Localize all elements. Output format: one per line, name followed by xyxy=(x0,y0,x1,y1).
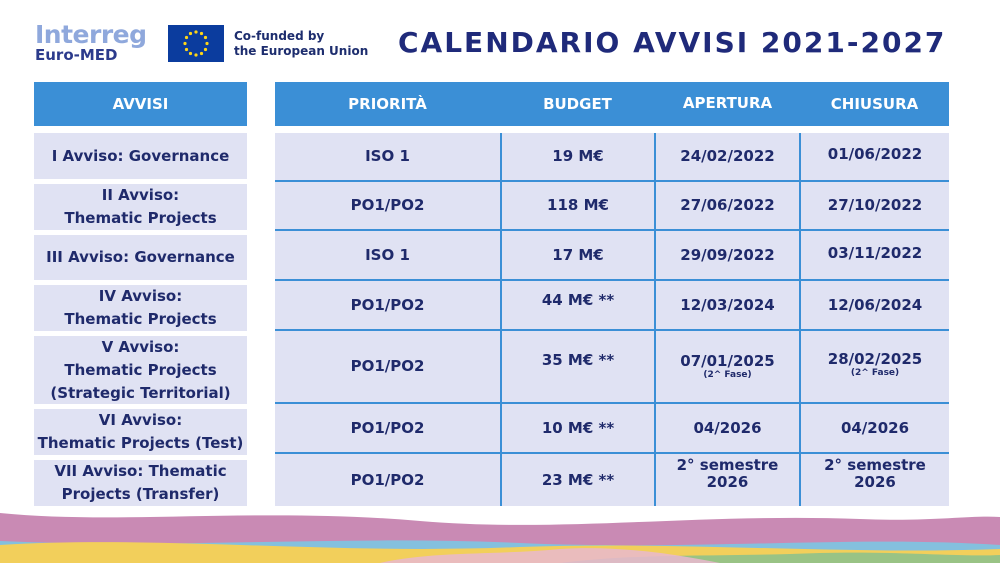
header-priorita: PRIORITÀ xyxy=(348,95,427,113)
table-header xyxy=(275,82,949,126)
header-budget: BUDGET xyxy=(543,95,612,113)
cell-priorita: ISO 1 xyxy=(365,147,410,165)
avviso-4 xyxy=(34,285,247,331)
avviso-line: Thematic Projects xyxy=(64,310,217,328)
cell-chiusura: 01/06/2022 xyxy=(827,145,923,163)
cell-priorita: PO1/PO2 xyxy=(350,470,425,489)
cell-apertura: 04/2026 xyxy=(693,418,762,437)
avviso-3 xyxy=(34,235,247,280)
avviso-line: I Avviso: Governance xyxy=(51,146,230,165)
avviso-1 xyxy=(34,133,247,179)
cell-chiusura: 03/11/2022 xyxy=(827,243,923,262)
avviso-2 xyxy=(34,184,247,230)
avviso-line: (Strategic Territorial) xyxy=(50,383,231,402)
cell-apertura: 12/03/2024 xyxy=(680,295,775,314)
cell-budget: 10 M€ ** xyxy=(541,418,615,437)
cell-budget: 118 M€ xyxy=(547,196,609,214)
chiusura-date: 28/02/2025 xyxy=(827,350,923,368)
chiusura-line: 2026 xyxy=(854,473,896,491)
logo-word: Interreg xyxy=(35,20,147,49)
calendar-table xyxy=(275,133,949,506)
wave-pink xyxy=(0,513,1000,545)
avviso-line: V Avviso: xyxy=(101,337,180,356)
cell-apertura: 24/02/2022 xyxy=(680,147,775,165)
apertura-line: 2026 xyxy=(706,473,749,491)
cell-budget: 44 M€ ** xyxy=(541,290,615,309)
cell-chiusura xyxy=(801,454,949,506)
cell-priorita: PO1/PO2 xyxy=(350,295,425,314)
avvisi-header: AVVISI xyxy=(34,82,247,126)
chiusura-line: 2° semestre xyxy=(824,456,926,474)
cell-priorita: PO1/PO2 xyxy=(350,418,425,437)
apertura-note: (2^ Fase) xyxy=(703,370,752,380)
avviso-line: IV Avviso: xyxy=(98,287,183,305)
decorative-waves xyxy=(0,505,1000,563)
eu-line-2: the European Union xyxy=(234,44,369,58)
eu-line-1: Co-funded by xyxy=(234,29,325,43)
cell-apertura: 27/06/2022 xyxy=(680,196,775,214)
apertura-date: 07/01/2025 xyxy=(680,352,775,370)
eu-flag-icon xyxy=(168,25,224,62)
avviso-6 xyxy=(34,409,247,455)
cell-chiusura: 27/10/2022 xyxy=(827,196,923,214)
avviso-line: Thematic Projects (Test) xyxy=(37,434,244,452)
cell-apertura xyxy=(656,454,799,506)
logo-sub: Euro-MED xyxy=(35,46,118,64)
cell-priorita: PO1/PO2 xyxy=(350,357,425,375)
avviso-line: III Avviso: Governance xyxy=(46,248,235,266)
avviso-line: Projects (Transfer) xyxy=(61,485,220,503)
chiusura-note: (2^ Fase) xyxy=(850,368,900,378)
avviso-line: Thematic Projects xyxy=(64,209,217,227)
avviso-line: Thematic Projects xyxy=(64,360,217,379)
header-apertura: APERTURA xyxy=(682,94,773,112)
eu-cofunded-text xyxy=(234,29,368,59)
cell-budget: 17 M€ xyxy=(552,245,604,264)
avviso-line: VI Avviso: xyxy=(98,411,183,429)
cell-apertura: 29/09/2022 xyxy=(680,245,775,264)
cell-chiusura: 12/06/2024 xyxy=(827,295,923,314)
header-chiusura: CHIUSURA xyxy=(830,95,919,113)
cell-chiusura: 04/2026 xyxy=(840,418,910,437)
cell-priorita: ISO 1 xyxy=(365,245,410,264)
avviso-5 xyxy=(34,336,247,404)
cell-budget: 19 M€ xyxy=(552,147,604,165)
page-title: CALENDARIO AVVISI 2021-2027 xyxy=(398,26,947,59)
cell-priorita: PO1/PO2 xyxy=(350,196,425,214)
avviso-line: II Avviso: xyxy=(101,186,180,204)
cell-chiusura xyxy=(801,331,949,402)
cell-budget: 23 M€ ** xyxy=(541,470,615,489)
cell-apertura xyxy=(656,331,799,402)
cell-budget: 35 M€ ** xyxy=(541,351,615,369)
avviso-7 xyxy=(34,460,247,506)
apertura-line: 2° semestre xyxy=(676,456,779,474)
avviso-line: VII Avviso: Thematic xyxy=(54,462,227,480)
interreg-logo xyxy=(35,22,155,64)
